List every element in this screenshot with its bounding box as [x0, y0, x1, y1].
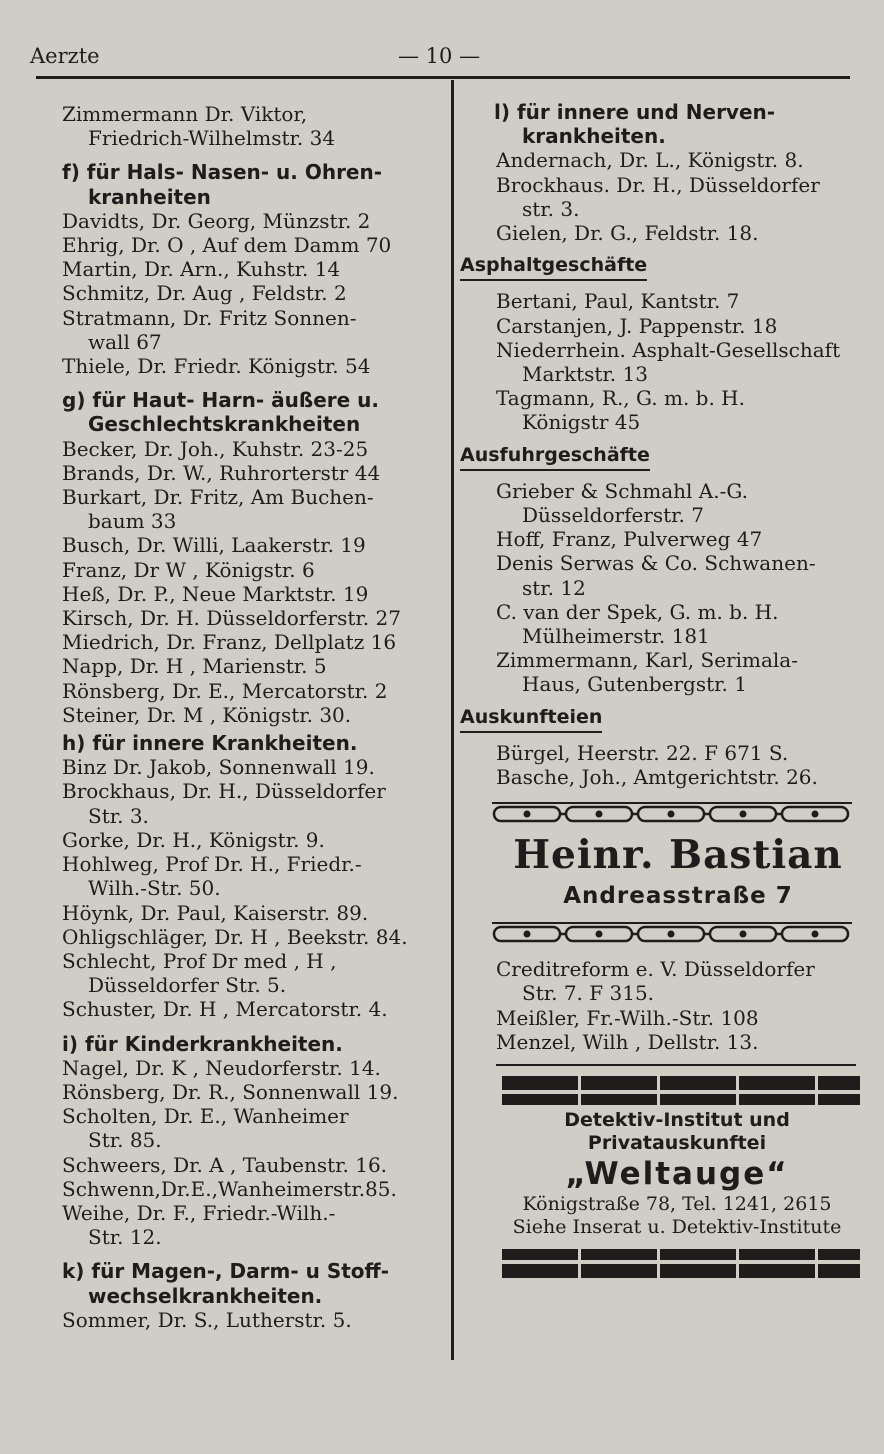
directory-entry: Basche, Joh., Amtgerichtstr. 26. [496, 765, 818, 790]
directory-entry: Weihe, Dr. F., Friedr.-Wilh.- [62, 1200, 336, 1225]
directory-entry: Schwenn,Dr.E.,Wanheimerstr.85. [62, 1176, 397, 1201]
directory-entry: Brockhaus, Dr. H., Düsseldorfer [62, 779, 386, 804]
running-header: Aerzte [30, 44, 100, 68]
advert-name: Heinr. Bastian [513, 832, 843, 879]
directory-entry: Burkart, Dr. Fritz, Am Buchen- [62, 485, 374, 510]
directory-entry: Marktstr. 13 [522, 362, 648, 387]
directory-entry: Carstanjen, J. Pappenstr. 18 [496, 313, 778, 338]
directory-entry: Bertani, Paul, Kantstr. 7 [496, 289, 740, 314]
directory-entry: Ohligschläger, Dr. H , Beekstr. 84. [62, 924, 408, 949]
directory-entry: Meißler, Fr.-Wilh.-Str. 108 [496, 1005, 759, 1030]
directory-entry: Rönsberg, Dr. R., Sonnenwall 19. [62, 1079, 399, 1104]
directory-entry: Brockhaus. Dr. H., Düsseldorfer [496, 172, 820, 197]
advert-line: Detektiv-Institut und [564, 1109, 790, 1132]
header-rule [36, 76, 850, 79]
directory-entry: C. van der Spek, G. m. b. H. [496, 599, 779, 624]
directory-entry: Franz, Dr W , Königstr. 6 [62, 557, 315, 582]
directory-entry: Schmitz, Dr. Aug , Feldstr. 2 [62, 281, 347, 306]
directory-entry: Brands, Dr. W., Ruhrorterstr 44 [62, 460, 381, 485]
directory-entry: Zimmermann, Karl, Serimala- [496, 648, 798, 673]
directory-entry: Hohlweg, Prof Dr. H., Friedr.- [62, 852, 362, 877]
directory-entry: Mülheimerstr. 181 [522, 624, 710, 649]
directory-entry: Königstr 45 [522, 410, 641, 435]
left-column [62, 102, 440, 1332]
directory-entry: Thiele, Dr. Friedr. Königstr. 54 [62, 354, 371, 379]
intro-entries [62, 102, 440, 150]
directory-entry: Andernach, Dr. L., Königstr. 8. [496, 148, 804, 173]
category-heading: Asphaltgeschäfte [460, 253, 647, 281]
ornament-bars-bottom [502, 1249, 860, 1278]
directory-entry: Rönsberg, Dr. E., Mercatorstr. 2 [62, 678, 388, 703]
column-divider [451, 80, 454, 1360]
section-title: h) für innere Krankheiten. [62, 731, 358, 756]
directory-entry: Scholten, Dr. E., Wanheimer [62, 1104, 349, 1129]
directory-entry: Schuster, Dr. H , Mercatorstr. 4. [62, 997, 388, 1022]
directory-entry: Düsseldorfer Str. 5. [88, 973, 287, 998]
directory-entry: Haus, Gutenbergstr. 1 [522, 672, 747, 697]
directory-entry: Denis Serwas & Co. Schwanen- [496, 551, 816, 576]
section-title: f) für Hals- Nasen- u. Ohren- kranheiten [62, 160, 383, 209]
directory-entry: Str. 7. F 315. [522, 981, 655, 1006]
advert-line: Siehe Inserat u. Detektiv-Institute [512, 1216, 842, 1239]
directory-entry: Höynk, Dr. Paul, Kaiserstr. 89. [62, 900, 369, 925]
directory-entry: wall 67 [88, 329, 162, 354]
directory-entry: Niederrhein. Asphalt-Gesellschaft [496, 337, 841, 362]
directory-entry: Tagmann, R., G. m. b. H. [496, 386, 745, 411]
directory-entry: Str. 85. [88, 1128, 162, 1153]
directory-entry: Binz Dr. Jakob, Sonnenwall 19. [62, 755, 375, 780]
divider-rule [496, 1064, 856, 1066]
advert-line: Königstraße 78, Tel. 1241, 2615 [522, 1193, 832, 1216]
category-heading: Ausfuhrgeschäfte [460, 443, 650, 471]
section-title: l) für innere und Nerven- krankheiten. [494, 100, 776, 149]
directory-entry: Schweers, Dr. A , Taubenstr. 16. [62, 1152, 388, 1177]
directory-entry: Schlecht, Prof Dr med , H , [62, 948, 337, 973]
directory-entry: Gorke, Dr. H., Königstr. 9. [62, 827, 325, 852]
advert-name: „Weltauge“ [565, 1156, 789, 1193]
directory-entry: Bürgel, Heerstr. 22. F 671 S. [496, 740, 789, 765]
advert-address: Andreasstraße 7 [563, 883, 793, 910]
directory-entry: Menzel, Wilh , Dellstr. 13. [496, 1029, 759, 1054]
advertisement-weltauge [496, 1109, 858, 1239]
right-column [460, 96, 866, 1282]
chain-border-top [492, 801, 852, 823]
directory-entry: Davidts, Dr. Georg, Münzstr. 2 [62, 208, 371, 233]
directory-entry: Friedrich-Wilhelmstr. 34 [88, 126, 336, 151]
directory-entry: Stratmann, Dr. Fritz Sonnen- [62, 305, 357, 330]
directory-entry: Wilh.-Str. 50. [88, 876, 221, 901]
directory-entry: Zimmermann Dr. Viktor, [62, 102, 308, 126]
advert-line: Privatauskunftei [587, 1132, 767, 1155]
category-heading: Auskunfteien [460, 705, 602, 733]
chain-border-bottom [492, 921, 852, 943]
directory-entry: Becker, Dr. Joh., Kuhstr. 23-25 [62, 436, 369, 461]
directory-entry: Gielen, Dr. G., Feldstr. 18. [496, 221, 759, 246]
directory-entry: Napp, Dr. H , Marienstr. 5 [62, 654, 327, 679]
directory-entry: Düsseldorferstr. 7 [522, 503, 704, 528]
page-number: — 10 — [398, 44, 481, 68]
directory-entry: Busch, Dr. Willi, Laakerstr. 19 [62, 533, 366, 558]
directory-entry: Nagel, Dr. K , Neudorferstr. 14. [62, 1055, 381, 1080]
ornament-bars-top [502, 1076, 860, 1105]
directory-entry: Steiner, Dr. M , Königstr. 30. [62, 702, 352, 727]
directory-entry: Grieber & Schmahl A.-G. [496, 478, 748, 503]
directory-entry: Str. 3. [88, 803, 149, 828]
directory-entry: Str. 12. [88, 1225, 162, 1250]
advertisement-bastian [490, 829, 866, 911]
section-title: i) für Kinderkrankheiten. [62, 1031, 343, 1056]
section-title: g) für Haut- Harn- äußere u. Geschlechtskrankheiten [62, 388, 379, 437]
directory-entry: Hoff, Franz, Pulverweg 47 [496, 527, 763, 552]
directory-entry: baum 33 [88, 509, 177, 534]
section-title: k) für Magen-, Darm- u Stoff- wechselkrankheiten. [62, 1259, 390, 1308]
directory-entry: str. 12 [522, 575, 586, 600]
directory-entry: Heß, Dr. P., Neue Marktstr. 19 [62, 581, 369, 606]
directory-entry: Kirsch, Dr. H. Düsseldorferstr. 27 [62, 606, 401, 631]
directory-entry: Ehrig, Dr. O , Auf dem Damm 70 [62, 233, 392, 258]
directory-entry: Creditreform e. V. Düsseldorfer [496, 957, 815, 982]
directory-entry: Miedrich, Dr. Franz, Dellplatz 16 [62, 630, 397, 655]
directory-entry: str. 3. [522, 196, 580, 221]
directory-entry: Sommer, Dr. S., Lutherstr. 5. [62, 1307, 352, 1332]
directory-entry: Martin, Dr. Arn., Kuhstr. 14 [62, 257, 341, 282]
